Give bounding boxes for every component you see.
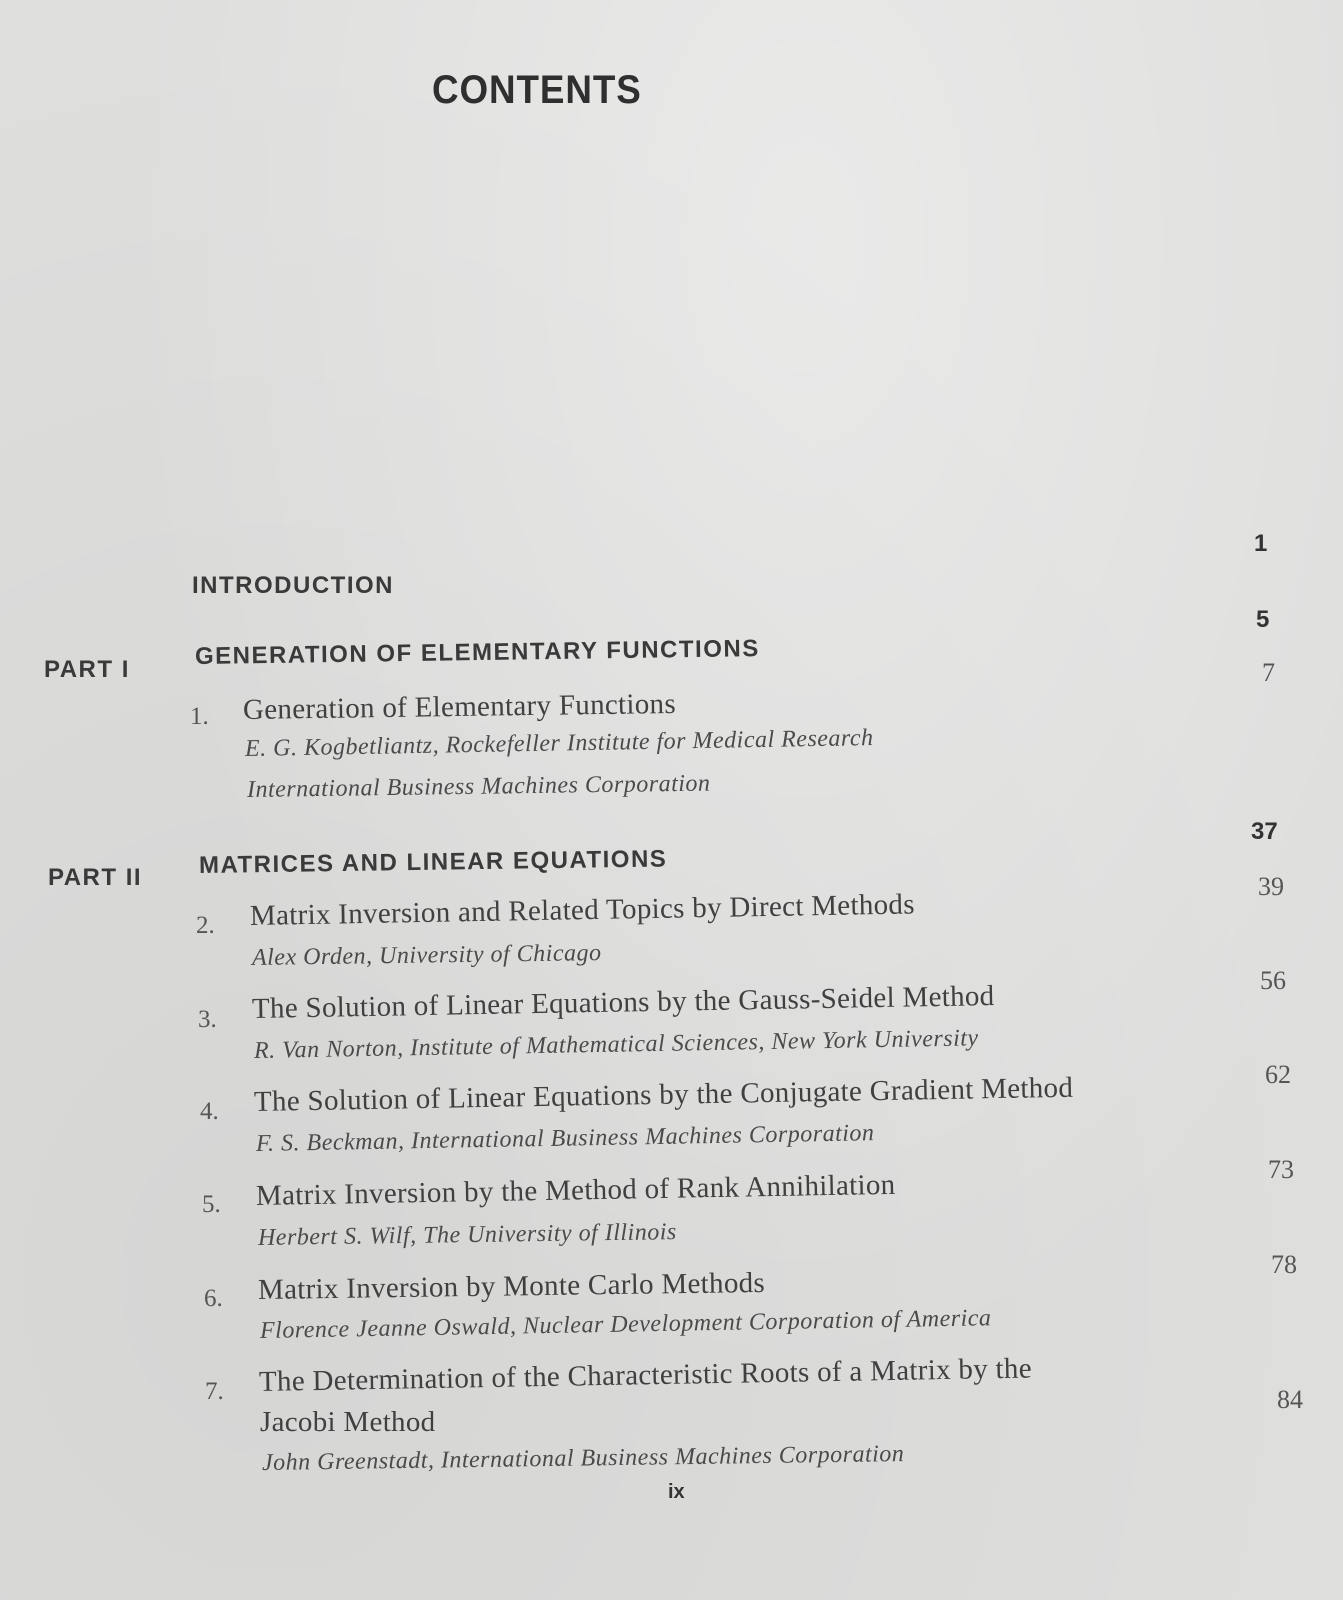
chapter-5-number: 5. [202, 1191, 221, 1218]
chapter-6-page-number: 78 [1271, 1250, 1297, 1279]
chapter-2-title: Matrix Inversion and Related Topics by Direct Methods [249, 888, 916, 932]
part-2-title: MATRICES AND LINEAR EQUATIONS [198, 845, 668, 879]
chapter-3-number: 3. [198, 1006, 217, 1033]
chapter-5-author: Herbert S. Wilf, The University of Illinois [257, 1219, 677, 1251]
chapter-2-author: Alex Orden, University of Chicago [251, 940, 602, 971]
footer-page-number: ix [668, 1481, 685, 1503]
part-2-label: PART II [48, 864, 143, 891]
chapter-1-title: Generation of Elementary Functions [242, 687, 677, 726]
chapter-1-number: 1. [190, 703, 209, 730]
chapter-7-author: John Greenstadt, International Business Machines Corporation [261, 1441, 905, 1476]
chapter-7-number: 7. [205, 1378, 224, 1405]
chapter-5-title: Matrix Inversion by the Method of Rank Annihilation [255, 1168, 896, 1212]
chapter-4-author: F. S. Beckman, International Business Machines Corporation [255, 1120, 875, 1157]
chapter-3-author: R. Van Norton, Institute of Mathematical Sciences, New York University [253, 1025, 979, 1064]
introduction-page-number: 1 [1254, 530, 1268, 557]
chapter-6-number: 6. [204, 1285, 223, 1312]
introduction-heading: INTRODUCTION [192, 572, 394, 599]
part-1-page-number: 5 [1256, 606, 1270, 633]
chapter-2-number: 2. [196, 912, 215, 939]
part-1-label: PART I [44, 656, 130, 683]
chapter-6-title: Matrix Inversion by Monte Carlo Methods [257, 1266, 766, 1306]
part-1-title: GENERATION OF ELEMENTARY FUNCTIONS [194, 635, 760, 670]
chapter-1-page-number: 7 [1262, 658, 1275, 687]
chapter-6-author: Florence Jeanne Oswald, Nuclear Development Corporation of America [259, 1305, 992, 1344]
chapter-4-number: 4. [200, 1098, 219, 1125]
page-title: CONTENTS [432, 68, 642, 112]
chapter-3-page-number: 56 [1260, 966, 1286, 995]
chapter-7-title-line-2: Jacobi Method [260, 1406, 436, 1438]
chapter-1-author: E. G. Kogbetliantz, Rockefeller Institute for Medical Research [244, 725, 874, 762]
chapter-2-page-number: 39 [1258, 872, 1284, 901]
part-2-page-number: 37 [1251, 818, 1278, 845]
chapter-4-page-number: 62 [1265, 1060, 1291, 1089]
chapter-5-page-number: 73 [1268, 1155, 1294, 1184]
chapter-4-title: The Solution of Linear Equations by the Conjugate Gradient Method [253, 1071, 1074, 1118]
chapter-1-affiliation: International Business Machines Corporation [246, 770, 711, 803]
chapter-7-page-number: 84 [1277, 1385, 1303, 1414]
chapter-7-title: The Determination of the Characteristic Roots of a Matrix by the [258, 1352, 1033, 1398]
chapter-3-title: The Solution of Linear Equations by the Gauss-Seidel Method [251, 980, 995, 1025]
